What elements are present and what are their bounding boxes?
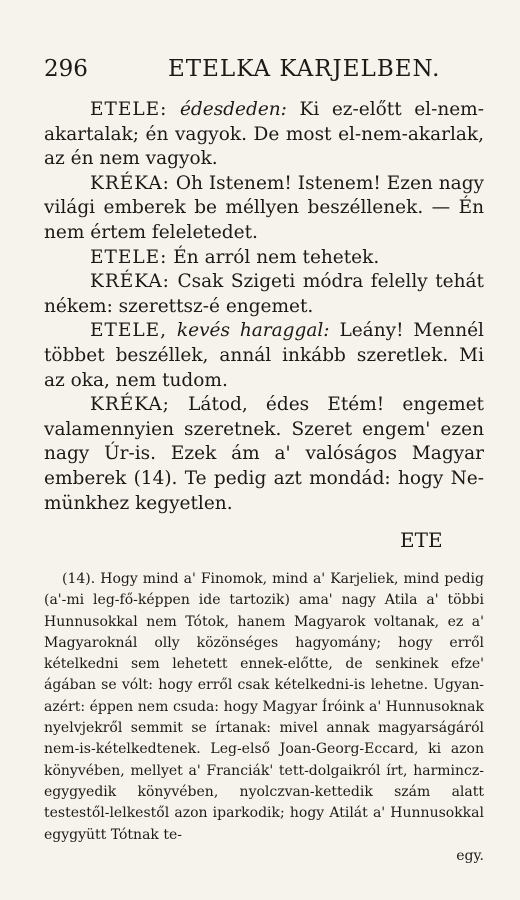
- stage-direction: édesdeden:: [179, 99, 287, 120]
- paragraph-kreka-1: [44, 172, 484, 246]
- paragraph-etele-2: [44, 246, 484, 271]
- speaker-name: KRÉKA:: [90, 172, 170, 194]
- running-head: ETELKA KARJELBEN.: [168, 56, 441, 82]
- footnote: [44, 569, 484, 867]
- paragraph-text: Én arról nem tehetek.: [173, 246, 380, 268]
- paragraph-text: Leány! Mennél többet beszéllek, annál inkább szeretlek. Mi az oka, nem tudom.: [44, 320, 484, 391]
- stage-direction: kevés haraggal:: [176, 320, 330, 342]
- speaker-name: ETELE,: [90, 320, 168, 342]
- catchword: ETE: [400, 528, 443, 552]
- paragraph-text: Ki ez-előtt el-nem-akartalak; én vagyok. De most el-nem-akarlak, az én nem vagyok.: [44, 99, 484, 170]
- paragraph-text: Oh Istenem! Istenem! Ezen nagy világi emberek be méllyen beszéllenek. — Én nem értem feleletedet.: [44, 172, 484, 243]
- paragraph-etele-1: [44, 98, 484, 172]
- page-number: 296: [44, 56, 88, 82]
- footnote-text: (14). Hogy mind a' Finomok, mind a' Karjeliek, mind pedig (a'-mi leg-fő-képpen ide tartozik) ama' nagy Atila a' többi Hunnusokkal nem Tótok, hanem Magyarok voltanak, ez a' Magyaroknál olly közönséges hagyomány; hogy erről kételkedni sem lehetett ennek-előtte, de senkinek efze' ágában se vólt: hogy erről csak kételkedni-is lehetne. Ugyan-azért: éppen nem csuda: hogy Magyar Íróink a' Hunnusoknak nyelvjekről semmit se írtanak: mivel annak magyarságáról nem-is-kételkedtenek. Leg-első Joan-Georg-Eccard, ki azon könyvében, mellyet a' Franciák' tett-dolgaikról írt, harmincz-egygyedik könyvében, nyolczvan-kettedik szám alatt testestől-lelkestől azon iparkodik; hogy Atilát a' Hunnusokkal egygyütt Tótnak te-: [44, 571, 484, 843]
- paragraph-kreka-2: [44, 270, 484, 319]
- speaker-name: KRÉKA;: [90, 394, 170, 416]
- speaker-name: ETELE:: [90, 246, 168, 268]
- page-header: [44, 56, 472, 86]
- paragraph-etele-3: [44, 319, 484, 393]
- paragraph-text: Látod, édes Etém! engemet valamennyien szeretnek. Szeret engem' ezen nagy Úr-is. Ezek ám a' valóságos Magyar emberek (14). Te pedig azt mondád: hogy Ne-münkhez kegyetlen.: [44, 394, 484, 514]
- paragraph-text: Csak Szigeti módra felelly tehát nékem: szerettsz-é engemet.: [44, 271, 484, 317]
- footnote-catchword: egy.: [456, 847, 484, 864]
- main-text: [44, 98, 484, 516]
- speaker-name: ETELE:: [90, 99, 168, 120]
- speaker-name: KRÉKA:: [90, 271, 170, 293]
- paragraph-kreka-3: [44, 393, 484, 516]
